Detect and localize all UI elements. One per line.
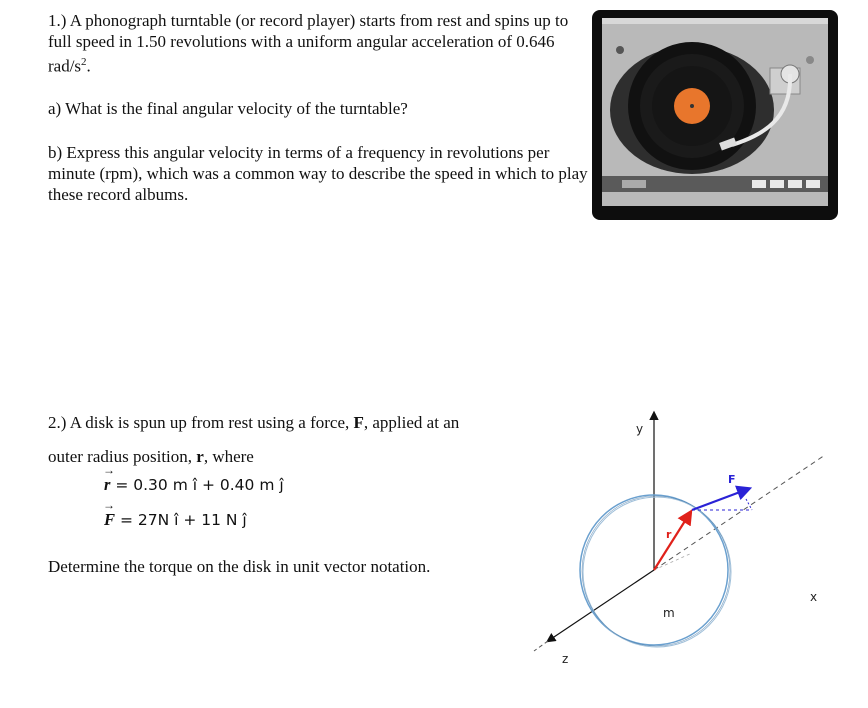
disk-torque-diagram [520,405,850,695]
z-axis [548,570,654,641]
f-vector-label: F [728,473,736,486]
question-1-stem [48,10,573,77]
f-vector-symbol: → F [104,510,115,530]
question-1-part-b: b) Express this angular velocity in terms of a frequency in revolutions per minute (rpm), which was a common way to describe the speed in which to play these record albums. [48,143,588,204]
question-2-stem [48,406,568,474]
f-vector-expression: = 27N î + 11 N ĵ [115,511,247,529]
question-2-text-2: , applied at an [363,413,460,432]
force-symbol: F [353,413,364,432]
mass-label: m [663,606,675,620]
x-axis-label: x [810,590,818,604]
x-axis [654,455,825,570]
exponent: 2 [81,56,87,68]
r-vector-symbol: → r [104,475,110,495]
force-vector-equation [104,510,247,530]
z-axis-label: z [562,652,569,666]
question-2-text-1: 2.) A disk is spun up from rest using a force, [48,413,354,432]
r-vector-expression: = 0.30 m î + 0.40 m ĵ [110,476,284,494]
question-2-text-3: outer radius position, [48,447,197,466]
turntable-photo [592,10,838,220]
radius-symbol: r [196,447,204,466]
f-vector [692,489,748,510]
question-1-part-a: a) What is the final angular velocity of the turntable? [48,99,408,118]
question-2-text-4: , where [203,447,254,466]
question-2-task: Determine the torque on the disk in unit vector notation. [48,557,431,576]
r-vector-label: r [666,528,672,541]
r-vector [654,513,690,570]
position-vector-equation [104,475,284,495]
question-1-text: 1.) A phonograph turntable (or record player) starts from rest and spins up to full speed in 1.50 revolutions with a uniform angular acceleration of 0.646 rad/s [48,11,569,76]
question-1-period: . [86,56,91,76]
y-axis-label: y [636,422,644,436]
